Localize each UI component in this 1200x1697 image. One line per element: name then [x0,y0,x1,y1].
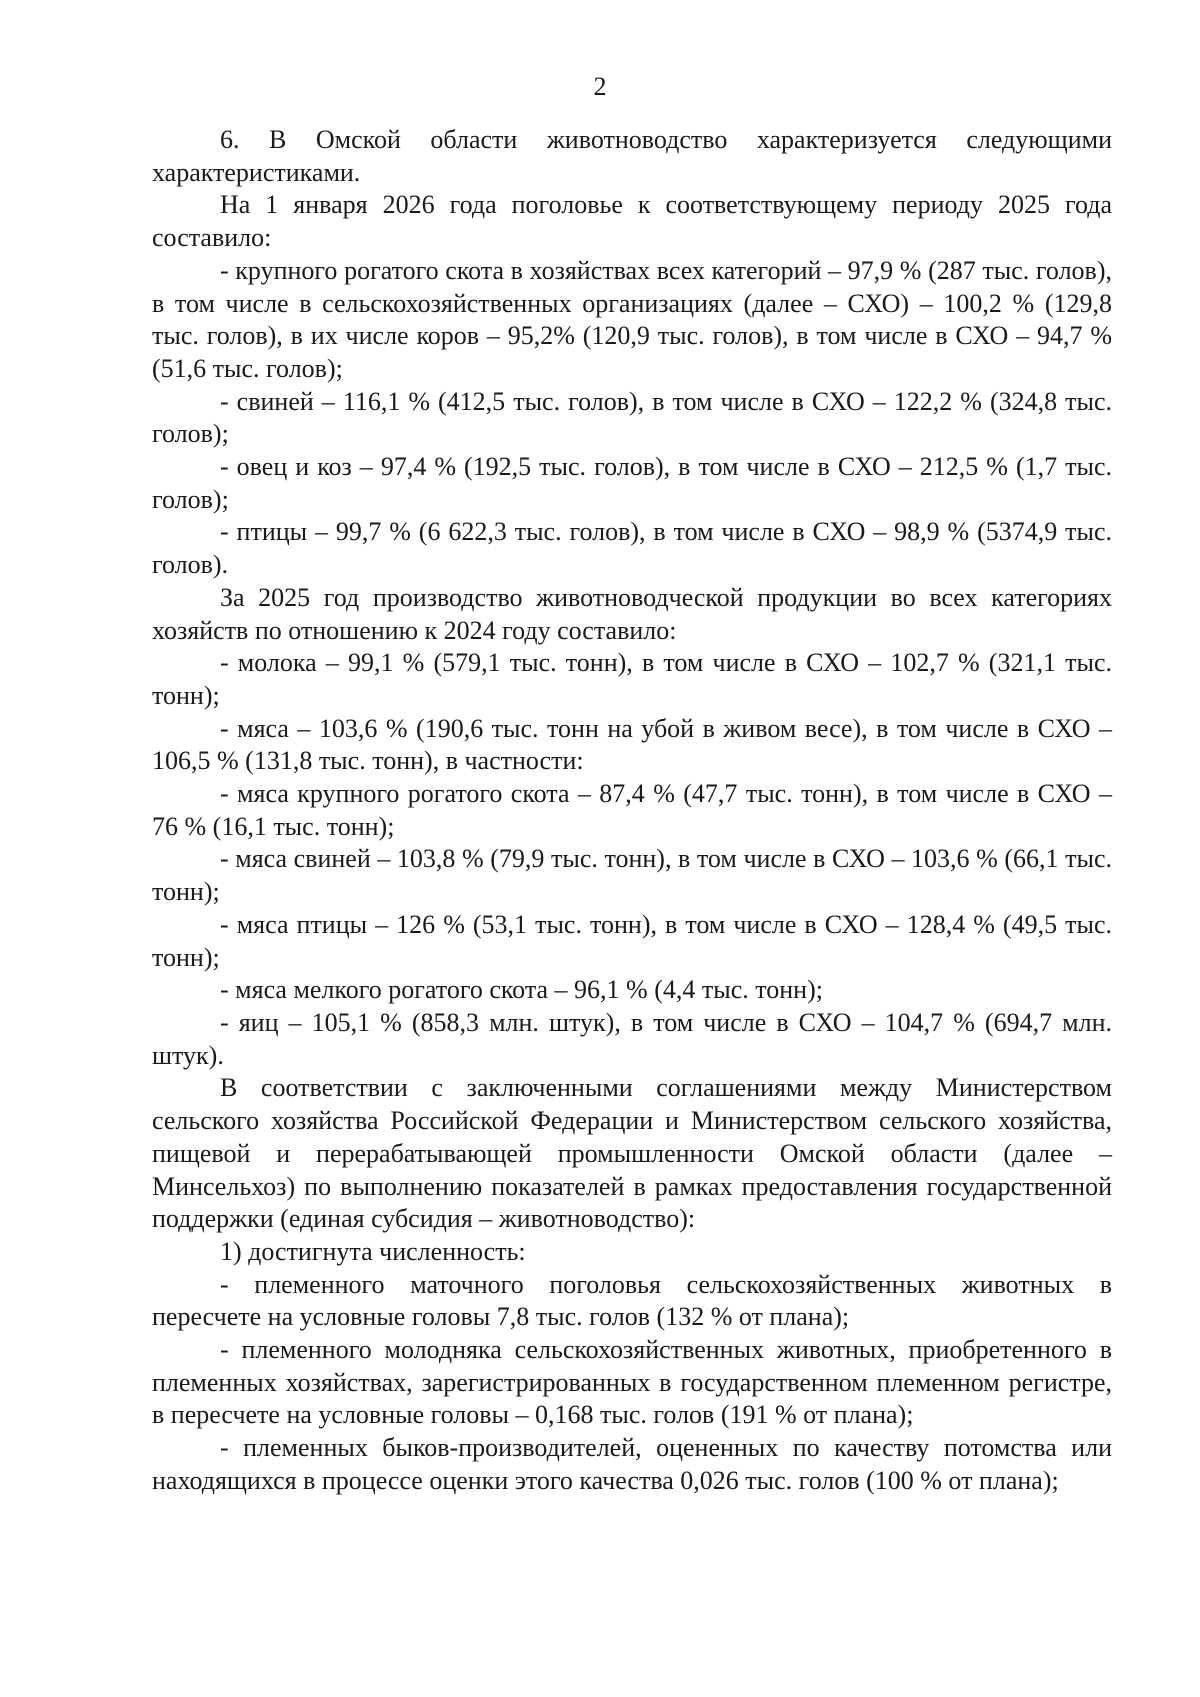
paragraph-agreements: В соответствии с заключенными соглашениями между Министерством сельского хозяйства Российской Федерации и Министерством сельского хозяйства, пищевой и перерабатывающей промышленности Омской области (далее – Минсельхоз) по выполнению показателей в рамках предоставления государственной поддержки (единая субсидия – животноводство): [152,1073,1112,1234]
list-item-poultry-meat: - мяса птицы – 126 % (53,1 тыс. тонн), в том числе в СХО – 128,4 % (49,5 тыс. тонн); [152,909,1112,972]
list-item-poultry: - птицы – 99,7 % (6 622,3 тыс. голов), в том числе в СХО – 98,9 % (5374,9 тыс. голов). [152,517,1112,580]
list-item-meat: - мяса – 103,6 % (190,6 тыс. тонн на убой в живом весе), в том числе в СХО – 106,5 % (131,8 тыс. тонн), в частности: [152,713,1112,776]
paragraph-numbered-item-1: 1) достигнута численность: [220,1236,526,1266]
paragraph-herd-intro: На 1 января 2026 года поголовье к соответствующему периоду 2025 года составило: [152,190,1112,253]
list-item-pork: - мяса свиней – 103,8 % (79,9 тыс. тонн), в том числе в СХО – 103,6 % (66,1 тыс. тонн); [152,844,1112,907]
list-item-cattle: - крупного рогатого скота в хозяйствах всех категорий – 97,9 % (287 тыс. голов), в том числе в сельскохозяйственных организациях (далее – СХО) – 100,2 % (129,8 тыс. голов), в их числе коров – 95,2% (120,9 тыс. голов), в том числе в СХО – 94,7 % (51,6 тыс. голов); [152,255,1112,383]
list-item-eggs: - яиц – 105,1 % (858,3 млн. штук), в том числе в СХО – 104,7 % (694,7 млн. штук). [152,1007,1112,1070]
document-body [152,124,1112,1498]
paragraph-production-intro: За 2025 год производство животноводческой продукции во всех категориях хозяйств по отношению к 2024 году составило: [152,582,1112,645]
list-item-beef: - мяса крупного рогатого скота – 87,4 % (47,7 тыс. тонн), в том числе в СХО – 76 % (16,1 тыс. тонн); [152,779,1112,841]
page-number: 2 [593,72,607,101]
list-item-milk: - молока – 99,1 % (579,1 тыс. тонн), в том числе в СХО – 102,7 % (321,1 тыс. тонн); [152,648,1112,710]
list-item-small-ruminant-meat: - мяса мелкого рогатого скота – 96,1 % (4,4 тыс. тонн); [220,975,823,1005]
list-item-sheep-goats: - овец и коз – 97,4 % (192,5 тыс. голов), в том числе в СХО – 212,5 % (1,7 тыс. голов); [152,452,1112,514]
list-item-breeding-bulls: - племенных быков-производителей, оцененных по качеству потомства или находящихся в процессе оценки этого качества 0,026 тыс. голов (100 % от плана); [152,1433,1112,1495]
paragraph-livestock-intro: 6. В Омской области животноводство характеризуется следующими характеристиками. [152,125,1112,187]
list-item-young-breeding-stock: - племенного молодняка сельскохозяйственных животных, приобретенного в племенных хозяйствах, зарегистрированных в государственном племенном регистре, в пересчете на условные головы – 0,168 тыс. голов (191 % от плана); [152,1335,1112,1430]
list-item-pigs: - свиней – 116,1 % (412,5 тыс. голов), в том числе в СХО – 122,2 % (324,8 тыс. голов); [152,386,1112,449]
list-item-breeding-stock: - племенного маточного поголовья сельскохозяйственных животных в пересчете на условные головы 7,8 тыс. голов (132 % от плана); [152,1269,1112,1332]
